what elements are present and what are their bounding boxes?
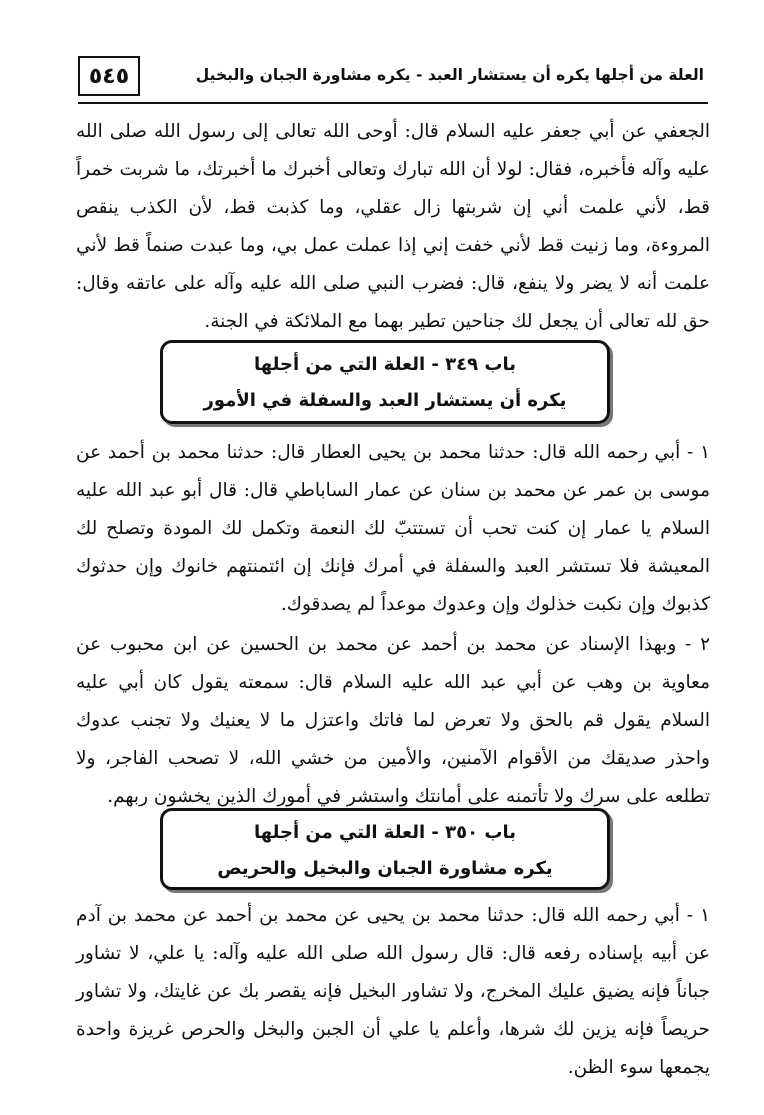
running-title: العلة من أجلها يكره أن يستشار العبد - يكره مشاورة الجبان والبخيل	[195, 66, 704, 84]
chapter-349-line-1: باب ٣٤٩ - العلة التي من أجلها	[254, 354, 516, 375]
hadith-349-2: ٢ - وبهذا الإسناد عن محمد بن أحمد عن محمد بن الحسين عن ابن محبوب عن معاوية بن وهب عن أبي عبد الله عليه السلام قال: سمعته يقول كان أبي عليه السلام يقول قم بالحق ولا تعرض لما فاتك واعتزل ما لا يعنيك ولا تجنب عدوك واحذر صديقك من الأقوام الآمنين، والأمين من خشي الله، لا تصحب الفاجر، ولا تطلعه على سرك ولا تأتمنه على أمانتك واستشر في أمورك الذين يخشون ربهم.	[76, 634, 710, 807]
chapter-349-line-2: يكره أن يستشار العبد والسفلة في الأمور	[203, 390, 567, 411]
chapter-350-line-2: يكره مشاورة الجبان والبخيل والحريص	[217, 858, 553, 879]
chapter-350-heading	[160, 808, 610, 890]
chapter-349-heading	[160, 340, 610, 424]
running-header	[78, 52, 708, 104]
chapter-350-line-1: باب ٣٥٠ - العلة التي من أجلها	[254, 822, 516, 843]
hadith-349-1: ١ - أبي رحمه الله قال: حدثنا محمد بن يحيى العطار قال: حدثنا محمد بن أحمد عن موسى بن عمر عن محمد بن سنان عن عمار الساباطي قال: قال أبو عبد الله عليه السلام يا عمار إن كنت تحب أن تستتبّ لك النعمة وتكمل لك المودة وتصلح لك المعيشة فلا تستشر العبد والسفلة في أمرك فإنك إن ائتمنتهم خانوك وإن حدثوك كذبوك وإن نكبت خذلوك وإن وعدوك موعداً لم يصدقوك.	[76, 442, 710, 615]
intro-paragraph: الجعفي عن أبي جعفر عليه السلام قال: أوحى الله تعالى إلى رسول الله صلى الله عليه وآله فأخبره، فقال: لولا أن الله تبارك وتعالى أخبرك ما أخبرتك، ما شربت خمراً قط، لأني علمت أني إن شربتها زال عقلي، وما كذبت قط، لأن الكذب ينقص المروءة، وما زنيت قط لأني خفت إني إذا عملت عمل بي، وما عبدت صنماً قط لأني علمت أنه لا يضر ولا ينفع، قال: فضرب النبي صلى الله عليه وآله على عاتقه وقال: حق لله تعالى أن يجعل لك جناحين تطير بهما مع الملائكة في الجنة.	[76, 121, 710, 332]
page-number: ٥٤٥	[78, 56, 140, 96]
hadith-350-1: ١ - أبي رحمه الله قال: حدثنا محمد بن يحيى عن محمد بن أحمد عن محمد بن آدم عن أبيه بإسناده رفعه قال: قال رسول الله صلى الله عليه وآله: يا علي، لا تشاور جباناً فإنه يضيق عليك المخرج، ولا تشاور البخيل فإنه يقصر بك عن غايتك، ولا تشاور حريصاً فإنه يزين لك شرها، وأعلم يا علي أن الجبن والبخل والحرص غريزة واحدة يجمعها سوء الظن.	[76, 905, 710, 1078]
